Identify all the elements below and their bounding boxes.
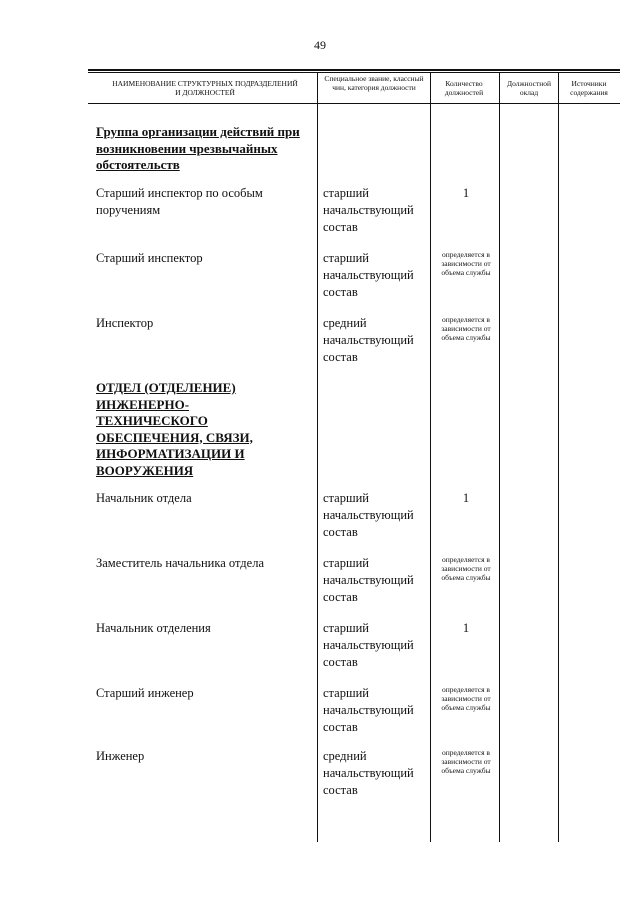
position-rank: старший начальствующий состав <box>323 251 414 299</box>
position-quantity: определяется в зависимости от объема службы <box>441 555 491 582</box>
position-rank: старший начальствующий состав <box>323 686 414 734</box>
page-number: 49 <box>314 38 326 52</box>
position-quantity: 1 <box>462 621 470 635</box>
header-name-column: НАИМЕНОВАНИЕ СТРУКТУРНЫХ ПОДРАЗДЕЛЕНИЙ И ДОЛЖНОСТЕЙ <box>112 79 298 97</box>
column-divider <box>558 72 559 842</box>
position-rank: средний начальствующий состав <box>323 316 414 364</box>
position-name: Старший инспектор по особым поручениям <box>96 186 263 217</box>
position-name: Инспектор <box>96 316 154 330</box>
header-sub-rule <box>88 72 620 73</box>
position-rank: старший начальствующий состав <box>323 556 414 604</box>
position-name: Начальник отдела <box>96 491 192 505</box>
position-quantity: определяется в зависимости от объема службы <box>441 315 491 342</box>
position-rank: старший начальствующий состав <box>323 186 414 234</box>
position-rank: старший начальствующий состав <box>323 621 414 669</box>
section-title: ОТДЕЛ (ОТДЕЛЕНИЕ) ИНЖЕНЕРНО-ТЕХНИЧЕСКОГО ОБЕСПЕЧЕНИЯ, СВЯЗИ, ИНФОРМАТИЗАЦИИ И ВООРУЖЕНИЯ <box>96 380 253 478</box>
position-rank: средний начальствующий состав <box>323 749 414 797</box>
header-quantity-column: Количество должностей <box>444 79 484 97</box>
position-name: Старший инспектор <box>96 251 203 265</box>
position-name: Начальник отделения <box>96 621 211 635</box>
position-quantity: определяется в зависимости от объема службы <box>441 685 491 712</box>
position-name: Заместитель начальника отдела <box>96 556 264 570</box>
position-name: Инженер <box>96 749 145 763</box>
header-rank-column: Специальное звание, классный чин, категория должности <box>324 74 424 92</box>
column-divider <box>317 72 318 842</box>
position-quantity: определяется в зависимости от объема службы <box>441 748 491 775</box>
section-title: Группа организации действий при возникновении чрезвычайных обстоятельств <box>96 124 300 172</box>
position-name: Старший инженер <box>96 686 194 700</box>
position-quantity: 1 <box>462 186 470 200</box>
header-funding-column: Источники содержания <box>570 79 608 97</box>
position-rank: старший начальствующий состав <box>323 491 414 539</box>
header-bottom-rule <box>88 103 620 104</box>
position-quantity: определяется в зависимости от объема службы <box>441 250 491 277</box>
position-quantity: 1 <box>462 491 470 505</box>
header-salary-column: Должностной оклад <box>506 79 552 97</box>
header-top-rule <box>88 69 620 71</box>
